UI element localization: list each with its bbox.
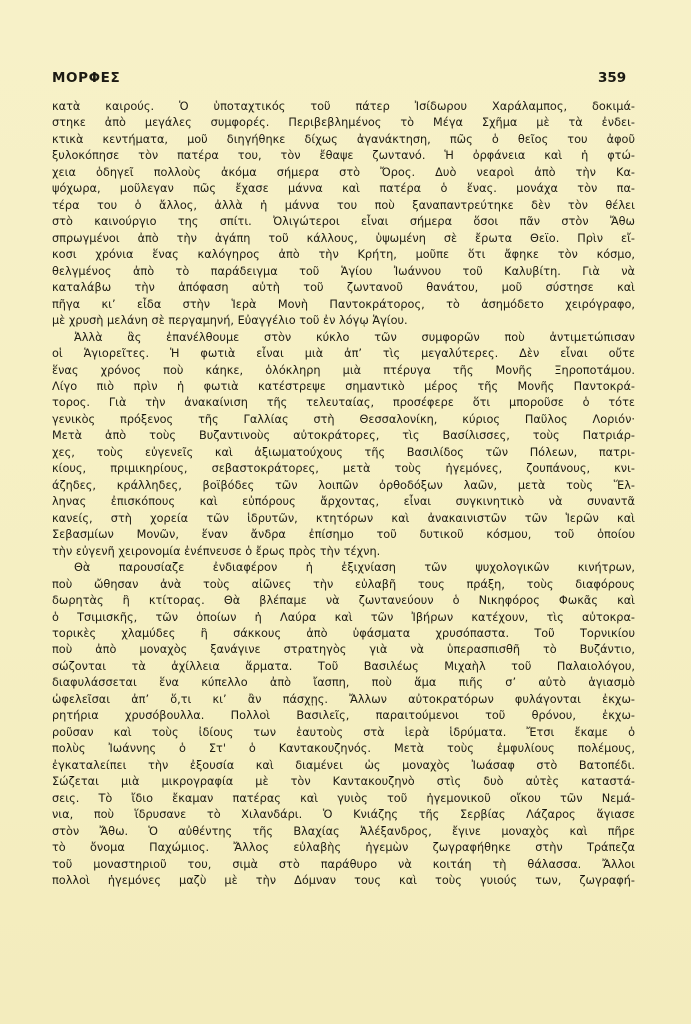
text-line: θελγμένος ἀπὸ τὸ παράδειγμα τοῦ Ἁγίου Ἰωάννου τοῦ Καλυβίτη. Γιὰ νὰ bbox=[52, 264, 635, 278]
text-line: στὸν Ἄθω. Ὁ αὐθέντης τῆς Βλαχίας Ἀλέξανδρος, ἔγινε μοναχὸς καὶ πῆρε bbox=[52, 824, 635, 838]
text-line: καταλάβω τὴν ἀπόφαση αὐτὴ τοῦ ζωντανοῦ θανάτου, μοῦ σύστησε καὶ bbox=[52, 281, 635, 295]
text-line: ξυλοκόπησε τὸν πατέρα του, τὸν ἔθαψε ζωντανό. Ἡ ὀρφάνεια καὶ ἡ φτώ- bbox=[52, 149, 635, 163]
text-line: πῆγα κι’ εἶδα στὴν Ἱερὰ Μονὴ Παντοκράτορος, τὸ ἀσημόδετο χειρόγραφο, bbox=[52, 297, 635, 311]
text-line: ρητήρια χρυσόβουλλα. Πολλοὶ Βασιλεῖς, παραιτούμενοι τοῦ θρόνου, ἐκχω- bbox=[52, 709, 635, 723]
text-line: κίους, πριμικηρίους, σεβαστοκράτορες, μετὰ τοὺς ἡγεμόνες, ζουπάνους, κνι- bbox=[52, 462, 635, 476]
text-line: σπρωγμένοι ἀπὸ τὴν ἀγάπη τοῦ κάλλους, ὑψωμένη σὲ ἔρωτα Θεϊο. Πρὶν εἴ- bbox=[52, 231, 635, 245]
text-line: τέρα του ὁ ἄλλος, ἀλλὰ ἡ μάννα του ποὺ ξαναπαντρεύτηκε δὲν τὸν θέλει bbox=[52, 198, 635, 212]
text-line: τορος. Γιὰ τὴν ἀνακαίνιση τῆς τελευταίας, προσέφερε ὅτι μποροῦσε ὁ τότε bbox=[52, 396, 635, 410]
text-line: γενικὸς πρόξενος τῆς Γαλλίας στὴ Θεσσαλονίκη, κύριος Παῦλος Λοριόν· bbox=[52, 412, 635, 426]
text-line: δωρητὰς ἢ κτίτορας. Θὰ βλέπαμε νὰ ζωντανεύουν ὁ Νικηφόρος Φωκᾶς καὶ bbox=[52, 594, 635, 608]
text-line: ποὺ ὤθησαν ἀνὰ τοὺς αἰῶνες τὴν εὐλαβῆ τους πράξη, τοὺς διαφόρους bbox=[52, 577, 635, 591]
text-line: Μετὰ ἀπὸ τοὺς Βυζαντινοὺς αὐτοκράτορες, τὶς Βασίλισσες, τοὺς Πατριάρ- bbox=[52, 429, 635, 443]
text-line: τορικὲς χλαμύδες ἢ σάκκους ἀπὸ ὑφάσματα χρυσόπαστα. Τοῦ Τορνικίου bbox=[52, 627, 635, 640]
text-line: σεις. Τὸ ἴδιο ἔκαμαν πατέρας καὶ γυιὸς τοῦ ἡγεμονικοῦ οἴκου τῶν Νεμά- bbox=[52, 791, 635, 805]
text-line: κανείς, στὴ χορεία τῶν ἱδρυτῶν, κτητόρων καὶ ἀνακαινιστῶν τῶν Ἱερῶν καὶ bbox=[52, 511, 635, 525]
body-text bbox=[52, 99, 635, 890]
text-line: σώζονται τὰ ἀχίλλεια ἅρματα. Τοῦ Βασιλέως Μιχαὴλ τοῦ Παλαιολόγου, bbox=[52, 659, 635, 673]
paragraph bbox=[52, 99, 635, 330]
text-line: πολὺς Ἰωάννης ὁ Στ' ὁ Καντακουζηνός. Μετὰ τοὺς ἐμφυλίους πολέμους, bbox=[52, 742, 635, 756]
text-line: οἱ Ἁγιορεῖτες. Ἡ φωτιὰ εἶναι μιὰ ἀπ’ τὶς μεγαλύτερες. Δὲν εἶναι οὔτε bbox=[52, 347, 635, 361]
text-line: ληνας ἐπισκόπους καὶ εὐπόρους ἄρχοντας, εἶναι συγκινητικὸ νὰ συναντᾶ bbox=[52, 495, 635, 509]
text-line: στὸ καινούργιο της σπίτι. Ὀλιγώτεροι εἶναι σήμερα ὅσοι πᾶν στὸν Ἄθω bbox=[52, 215, 635, 229]
text-line: τὸ ὄνομα Παχώμιος. Ἄλλος εὐλαβὴς ἡγεμὼν ζωγραφήθηκε στὴν Τράπεζα bbox=[52, 841, 635, 855]
paragraph bbox=[52, 330, 635, 561]
text-line: ἕνας χρόνος ποὺ κάηκε, ὁλόκληρη μιὰ πτέρυγα τῆς Μονῆς Ξηροποτάμου. bbox=[52, 363, 635, 377]
text-line: ὠφελεῖσαι ἀπ’ ὅ,τι κι’ ἂν πάσχῃς. Ἄλλων αὐτοκρατόρων φυλάγονται ἐκχω- bbox=[52, 692, 635, 706]
text-line: Σώζεται μιὰ μικρογραφία μὲ τὸν Καντακουζηνὸ στὶς δυὸ αὐτὲς καταστά- bbox=[52, 775, 635, 789]
text-line: Λίγο πιὸ πρὶν ἡ φωτιὰ κατέστρεψε σημαντικὸ μέρος τῆς Μονῆς Παντοκρά- bbox=[52, 379, 635, 393]
text-line: άζηδες, κράλληδες, βοϊβόδες τῶν λοιπῶν ὀρθοδόξων λαῶν, μετὰ τοὺς Ἕλ- bbox=[52, 478, 635, 492]
text-line: ὁ Τσιμισκῆς, τῶν ὁποίων ἡ Λαύρα καὶ τῶν Ἰβήρων κατέχουν, τὶς αὐτοκρα- bbox=[52, 610, 635, 624]
text-line: νια, ποὺ ἵδρυσανε τὸ Χιλανδάρι. Ὁ Κνιάζης τῆς Σερβίας Λάζαρος ἅγιασε bbox=[52, 808, 635, 822]
text-line: Ἀλλὰ ἂς ἐπανέλθουμε στὸν κύκλο τῶν συμφορῶν ποὺ ἀντιμετώπισαν bbox=[74, 330, 635, 344]
running-title: ΜΟΡΦΕΣ bbox=[52, 70, 121, 86]
text-line: Θὰ παρουσίαζε ἐνδιαφέρον ἡ ἐξιχνίαση τῶν ψυχολογικῶν κινήτρων, bbox=[74, 561, 635, 575]
text-line: τὴν εὐγενῆ χειρονομία ἐνέπνευσε ὁ ἔρως πρὸς τὴν τέχνη. bbox=[52, 544, 381, 558]
paragraph bbox=[52, 560, 635, 889]
text-line: χεια ὁδηγεῖ πολλοὺς ἀκόμα σήμερα στὸ Ὄρος. Δυὸ νεαροὶ ἀπὸ τὴν Κα- bbox=[52, 165, 635, 179]
text-line: Σεβασμίων Μονῶν, ἕναν ἄνδρα ἐπίσημο τοῦ δυτικοῦ κόσμου, τοῦ ὁποίου bbox=[52, 528, 635, 542]
text-line: ποὺ ἀπὸ μοναχὸς ξανάγινε στρατηγὸς γιὰ νὰ ὑπερασπισθῆ τὸ Βυζάντιο, bbox=[52, 643, 635, 657]
text-line: κοσι χρόνια ἕνας καλόγηρος ἀπὸ τὴν Κρήτη, μοῦπε ὅτι ἄφηκε τὸν κόσμο, bbox=[52, 248, 635, 262]
text-line: στηκε ἀπὸ μεγάλες συμφορές. Περιβεβλημένος τὸ Μέγα Σχῆμα μὲ τὰ ἐνδει- bbox=[52, 116, 635, 130]
text-line: κατὰ καιρούς. Ὁ ὑποταχτικός τοῦ πάτερ Ἰσίδωρου Χαράλαμπος, δοκιμά- bbox=[52, 100, 635, 113]
text-line: κτικὰ κεντήματα, μοῦ διηγήθηκε δίχως ἀγανάκτηση, πῶς ὁ θεῖος του ἀφοῦ bbox=[52, 132, 635, 146]
text-line: μὲ χρυσὴ μελάνη σὲ περγαμηνή, Εὐαγγέλιο τοῦ ἐν λόγῳ Ἁγίου. bbox=[52, 314, 408, 328]
text-line: τοῦ μοναστηριοῦ του, σιμὰ στὸ παράθυρο νὰ κοιτάη τὴ θάλασσα. Ἄλλοι bbox=[52, 857, 635, 871]
text-line: ροῦσαν καὶ τοὺς ἰδίους των ἑαυτοὺς στὰ ἱερὰ ἱδρύματα. Ἔτσι ἔκαμε ὁ bbox=[52, 725, 635, 739]
text-line: πολλοὶ ἡγεμόνες μαζὺ μὲ τὴν Δόμναν τους καὶ τοὺς γυιούς των, ζωγραφή- bbox=[52, 874, 635, 888]
text-line: διαφυλάσσεται ἕνα κύπελλο ἀπὸ ἴασπη, ποὺ ἅμα πιῆς σ’ αὐτὸ ἁγιασμὸ bbox=[52, 676, 635, 690]
text-line: ψόχωρα, μοῦλεγαν πῶς ἔχασε μάννα καὶ πατέρα ὁ ἕνας. μονάχα τὸν πα- bbox=[52, 182, 635, 196]
page-number: 359 bbox=[598, 70, 627, 86]
text-line: χες, τοὺς εὐγενεῖς καὶ ἀξιωματούχους τῆς Βασιλίδος τῶν Πόλεων, πατρι- bbox=[52, 445, 635, 459]
text-line: ἐγκαταλείπει τὴν ἐξουσία καὶ διαμένει ὡς μοναχὸς Ἰωάσαφ στὸ Βατοπέδι. bbox=[52, 758, 635, 772]
